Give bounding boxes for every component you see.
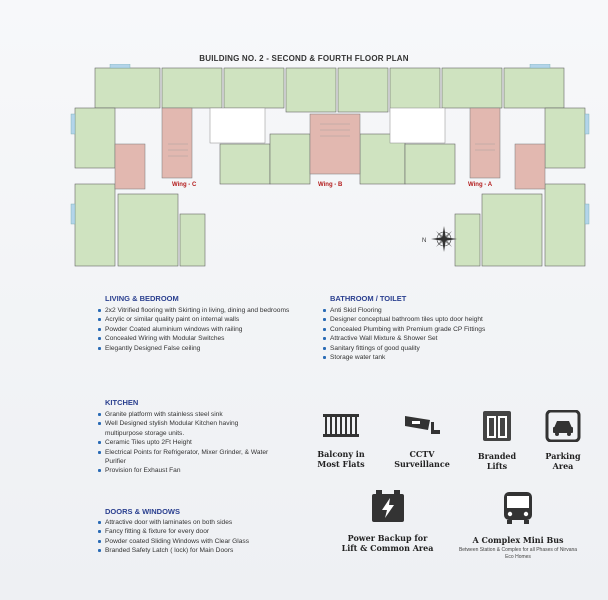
list-item: Powder Coated aluminium windows with railing [97,325,297,334]
list-item: Storage water tank [322,353,562,362]
wing-a-label: Wing - A [468,182,493,188]
list-item: Powder coated Sliding Windows with Clear Glass [97,537,307,546]
list-item: Well Designed stylish Modular Kitchen having multipurpose storage units. [97,419,277,438]
balcony-railing-icon [321,410,361,440]
list-item: Sanitary fittings of good quality [322,344,562,353]
list-item: Acrylic or similar quality paint on internal walls [97,315,297,324]
list-item: Fancy fitting & fixture for every door [97,527,307,536]
bathroom-feature-list [322,306,562,362]
floor-plan-drawing [70,64,590,274]
battery-power-icon [368,490,408,524]
list-item: Concealed Plumbing with Premium grade CP Fittings [322,325,562,334]
list-item: Provision for Exhaust Fan [97,466,277,475]
doors-feature-list [97,518,307,556]
list-item: Electrical Points for Refrigerator, Mixer Grinder, & Water Purifier [97,448,277,467]
doors-section-title: DOORS & WINDOWS [105,507,180,516]
lift-icon [477,410,517,442]
compass-rose-icon [420,224,460,254]
bathroom-section-title: BATHROOM / TOILET [330,294,407,303]
list-item: Anti Skid Flooring [322,306,562,315]
compass-north-label: N [422,238,427,244]
amenity-label: Parking [545,451,581,461]
amenity-mini-bus [458,490,578,560]
list-item: 2x2 Vitrified flooring with Skirting in living, dining and bedrooms [97,306,297,315]
kitchen-feature-list [97,410,277,476]
living-feature-list [97,306,297,353]
amenity-label: Balcony in [317,449,365,459]
list-item: Attractive door with laminates on both sides [97,518,307,527]
list-item: Branded Safety Latch ( lock) for Main Doors [97,546,307,555]
amenity-label: Lifts [486,461,508,471]
cctv-camera-icon [402,410,442,440]
amenity-label: Lift & Common Area [341,543,434,553]
list-item: Attractive Wall Mixture & Shower Set [322,334,562,343]
amenity-power-backup [325,490,450,553]
list-item: Concealed Wiring with Modular Switches [97,334,297,343]
list-item: Designer conceptual bathroom tiles upto door height [322,315,562,324]
amenity-label: Surveillance [394,459,450,469]
list-item: Elegantly Designed False ceiling [97,344,297,353]
amenity-cctv [382,410,462,469]
amenity-label: Area [552,461,574,471]
amenity-parking [533,410,593,471]
amenity-label: Most Flats [317,459,365,469]
amenity-subtext: Between Station & Complex for all Phases of Nirvana Eco Homes [458,547,578,560]
page-title: BUILDING NO. 2 - SECOND & FOURTH FLOOR PLAN [199,54,409,63]
list-item: Granite platform with stainless steel sink [97,410,277,419]
kitchen-section-title: KITCHEN [105,398,139,407]
amenity-label: Branded [477,451,517,461]
amenity-label: Power Backup for [347,533,428,543]
bus-icon [498,490,538,526]
amenity-balcony [306,410,376,469]
amenity-label: A Complex Mini Bus [472,535,564,545]
wing-b-label: Wing - B [318,182,343,188]
list-item: Ceramic Tiles upto 2Ft Height [97,438,277,447]
wing-c-label: Wing - C [172,182,197,188]
amenity-label: CCTV [409,449,435,459]
amenity-lifts [465,410,529,471]
living-section-title: LIVING & BEDROOM [105,294,179,303]
car-parking-icon [543,410,583,442]
